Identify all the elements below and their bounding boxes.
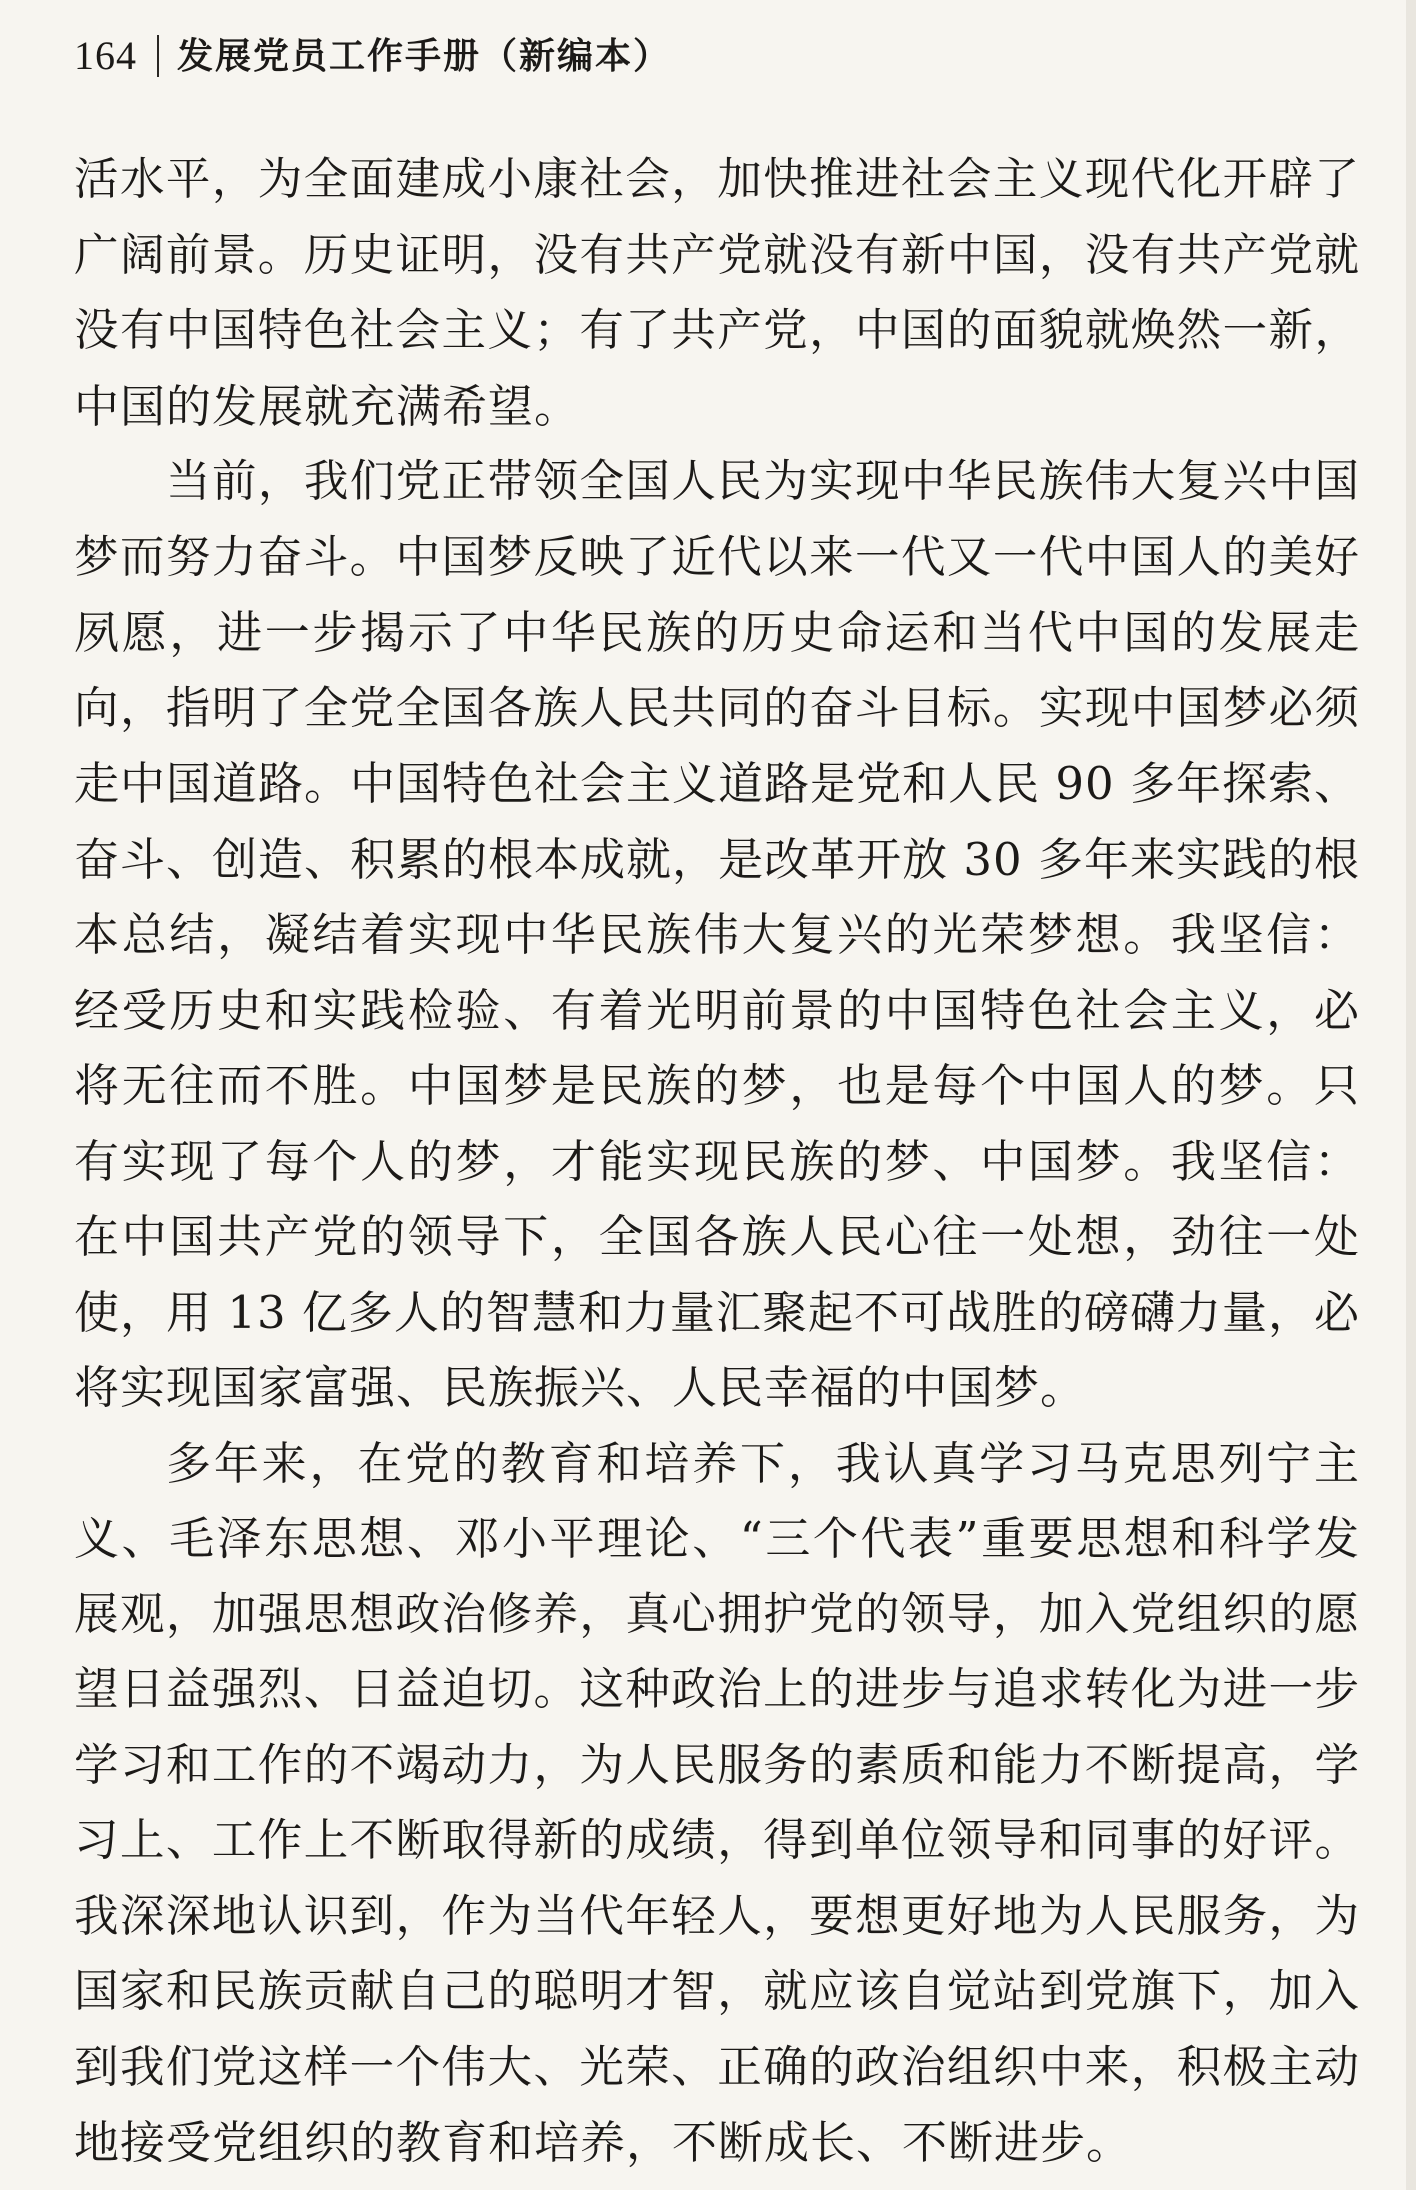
text-line: 多年来，在党的教育和培养下，我认真学习马克思列宁主 — [166, 1436, 1360, 1490]
text-line: 活水平，为全面建成小康社会，加快推进社会主义现代化开辟了 — [74, 154, 1360, 205]
text-line: 本总结，凝结着实现中华民族伟大复兴的光荣梦想。我坚信： — [74, 908, 1360, 961]
text-line: 有实现了每个人的梦，才能实现民族的梦、中国梦。我坚信： — [74, 1134, 1360, 1188]
text-line: 义、毛泽东思想、邓小平理论、“三个代表”重要思想和科学发 — [74, 1512, 1360, 1565]
text-line: 习上、工作上不断取得新的成绩，得到单位领导和同事的好评。 — [74, 1815, 1360, 1866]
text-line: 我深深地认识到，作为当代年轻人，要想更好地为人民服务，为 — [74, 1890, 1360, 1942]
body-text — [74, 142, 1360, 2181]
text-line: 向，指明了全党全国各族人民共同的奋斗目标。实现中国梦必须 — [74, 682, 1360, 734]
text-line: 走中国道路。中国特色社会主义道路是党和人民 90 多年探索、 — [74, 757, 1360, 810]
page-edge-shadow — [1406, 0, 1416, 2190]
paragraph-1 — [74, 142, 1360, 444]
paragraph-2 — [74, 444, 1360, 1426]
text-line: 到我们党这样一个伟大、光荣、正确的政治组织中来，积极主动 — [74, 2041, 1360, 2093]
text-line: 当前，我们党正带领全国人民为实现中华民族伟大复兴中国 — [166, 456, 1360, 507]
text-line: 在中国共产党的领导下，全国各族人民心往一处想，劲往一处 — [74, 1210, 1360, 1263]
text-line: 地接受党组织的教育和培养，不断成长、不断进步。 — [74, 2116, 1133, 2169]
text-line: 望日益强烈、日益迫切。这种政治上的进步与追求转化为进一步 — [74, 1664, 1360, 1715]
text-line: 经受历史和实践检验、有着光明前景的中国特色社会主义，必 — [74, 983, 1360, 1037]
text-line: 夙愿，进一步揭示了中华民族的历史命运和当代中国的发展走 — [74, 606, 1360, 659]
text-line: 中国的发展就充满希望。 — [74, 379, 581, 433]
header-divider — [157, 35, 159, 77]
text-line: 没有中国特色社会主义；有了共产党，中国的面貌就焕然一新， — [74, 305, 1360, 356]
text-line: 广阔前景。历史证明，没有共产党就没有新中国，没有共产党就 — [74, 229, 1360, 281]
text-line: 奋斗、创造、积累的根本成就，是改革开放 30 多年来实践的根 — [74, 832, 1360, 886]
text-line: 展观，加强思想政治修养，真心拥护党的领导，加入党组织的愿 — [74, 1588, 1360, 1640]
book-title: 发展党员工作手册（新编本） — [177, 35, 672, 77]
text-line: 将实现国家富强、民族振兴、人民幸福的中国梦。 — [74, 1361, 1087, 1414]
text-line: 国家和民族贡献自己的聪明才智，就应该自觉站到党旗下，加入 — [74, 1966, 1360, 2017]
text-line: 将无往而不胜。中国梦是民族的梦，也是每个中国人的梦。只 — [74, 1059, 1360, 1112]
text-line: 使，用 13 亿多人的智慧和力量汇聚起不可战胜的磅礴力量，必 — [74, 1285, 1360, 1339]
paragraph-3 — [74, 1426, 1360, 2181]
text-line: 学习和工作的不竭动力，为人民服务的素质和能力不断提高，学 — [74, 1739, 1360, 1791]
page-number: 164 — [74, 33, 137, 78]
text-line: 梦而努力奋斗。中国梦反映了近代以来一代又一代中国人的美好 — [74, 531, 1360, 583]
running-header — [74, 26, 671, 86]
